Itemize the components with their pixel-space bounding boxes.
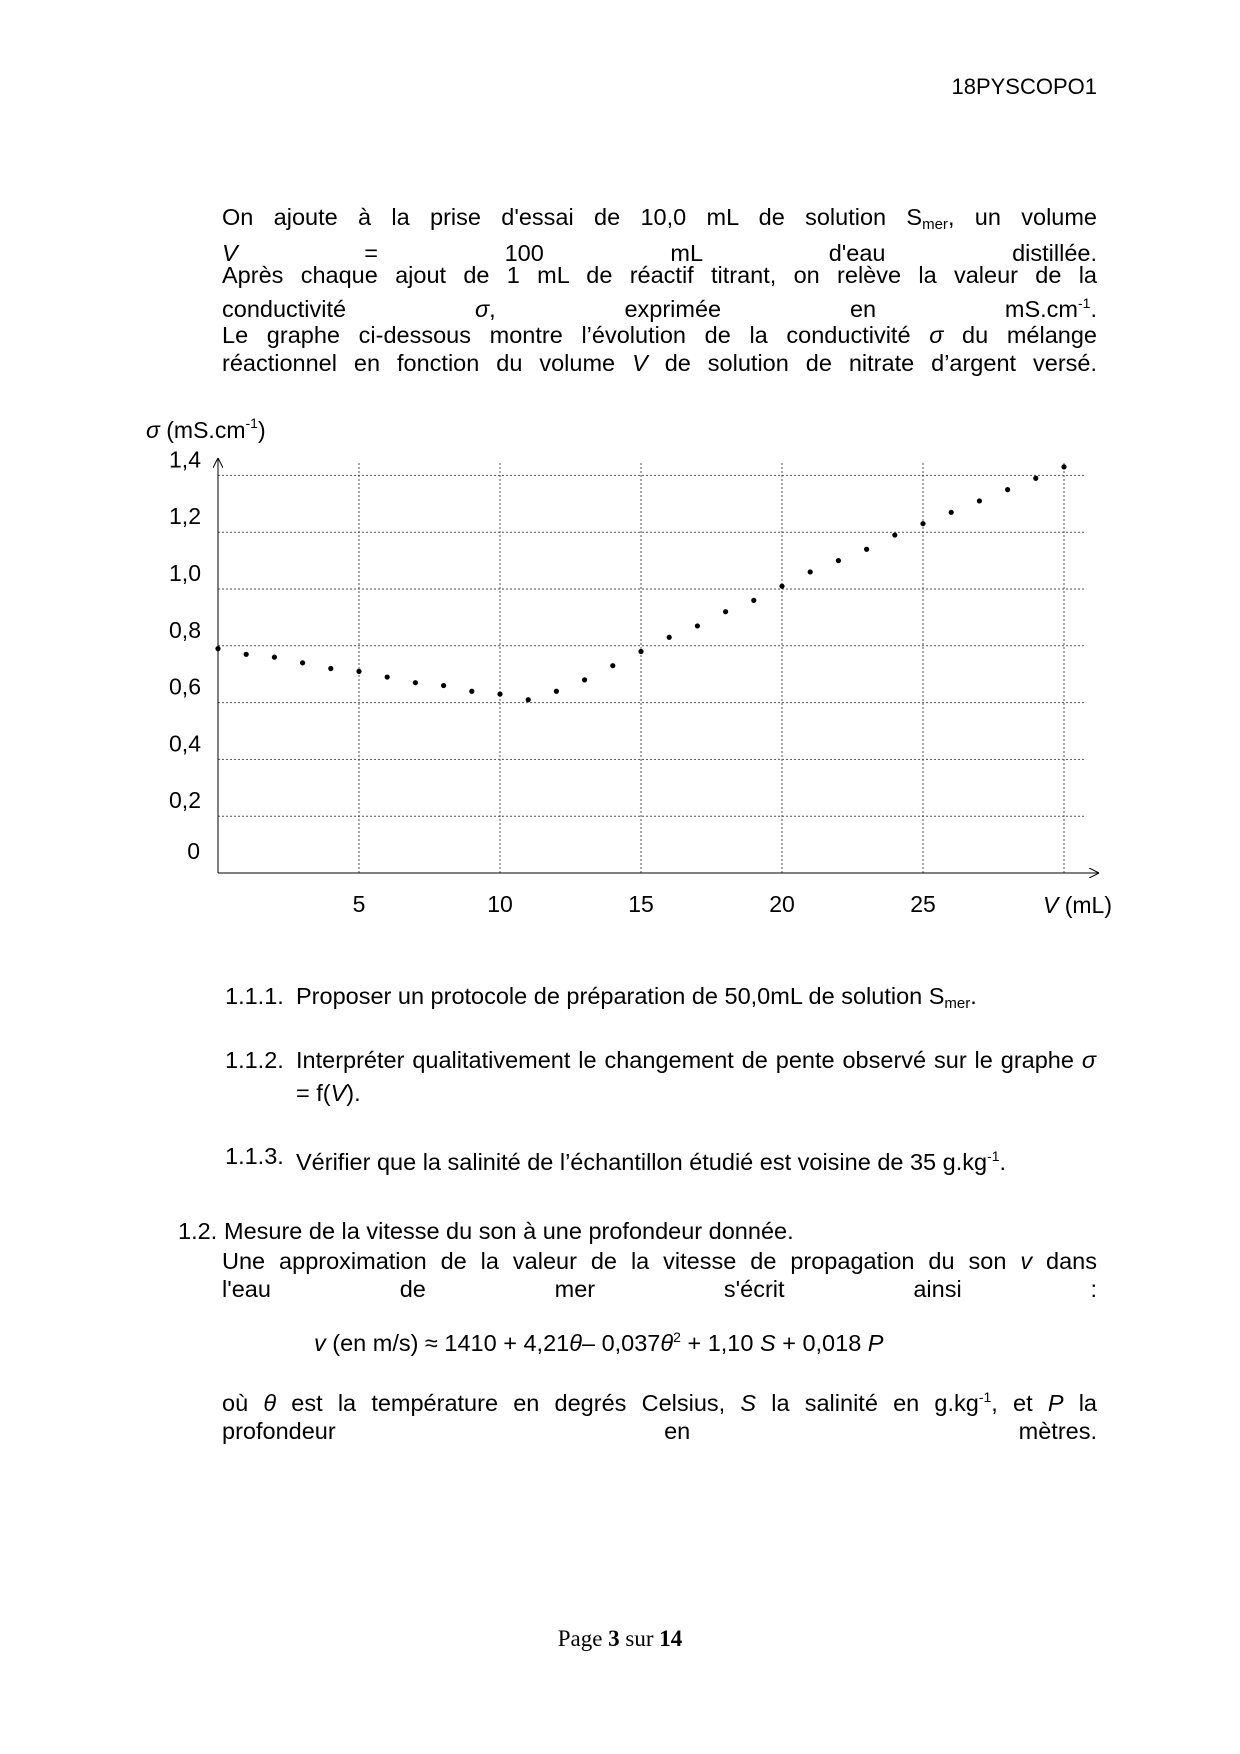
section-number: 1.2. (178, 1218, 218, 1244)
y-axis-label: σ $(mS.cm^{-1})$ (146, 415, 266, 443)
x-axis-label: V (mL) (1043, 892, 1113, 918)
sound-speed-formula: v (en m/s) ≈ 1410 + 4,21θ– $0,037\theta^2 + 1,10$ S + 0,018 P (314, 1329, 884, 1356)
question-1-1-2: Interpréter qualitativement le changement de pente observé sur le graphe σ = f(V). (296, 1047, 1096, 1106)
document-code: 18PYSCOPO1 (951, 74, 1097, 99)
question-1-1-3: Vérifier que la salinité de l’échantillon étudié est voisine de 35 $g.kg^{-1}$. (296, 1148, 1007, 1175)
data-point (272, 655, 277, 660)
page-footer: Page 3 sur 14 (557, 1626, 683, 1651)
data-point (949, 510, 954, 515)
data-point (582, 677, 587, 682)
question-1-1-3-number: 1.1.3. (225, 1143, 284, 1169)
y-tick-label: 1,4 (169, 446, 201, 473)
question-1-1-1-number: 1.1.1. (225, 983, 284, 1009)
data-point (638, 649, 643, 654)
tick-labels (169, 446, 936, 917)
data-point (526, 697, 531, 702)
x-tick-label: 10 (487, 891, 513, 917)
intro-p1-line1: On ajoute à la prise d'essai de 10,0 mL de solution $S_{mer}$, un volume (222, 204, 1098, 233)
y-tick-label: 1,2 (169, 503, 201, 530)
section-title: Mesure de la vitesse du son à une profondeur donnée. (224, 1218, 794, 1244)
x-tick-label: 25 (910, 891, 936, 917)
data-point (300, 660, 305, 665)
data-point (328, 666, 333, 671)
data-point (441, 683, 446, 688)
intro-paragraph-2: Après chaque ajout de 1 mL de réactif titrant, on relève la valeur de la conductivité σ, exprimée en $mS.cm^{-1}$. (222, 262, 1097, 322)
section-paragraph-2: où θ est la température en degrés Celsius, S la salinité en $g.kg^{-1}$, et P la profondeur en mètres. (222, 1389, 1098, 1444)
grid (218, 463, 1086, 873)
data-point (751, 598, 756, 603)
section-paragraph-1: Une approximation de la valeur de la vitesse de propagation du son v dans l'eau de mer s'écrit ainsi : (222, 1248, 1097, 1302)
y-tick-label: 0,8 (169, 616, 201, 643)
question-1-1-2-number: 1.1.2. (225, 1047, 284, 1073)
data-point (864, 547, 869, 552)
data-point (469, 689, 474, 694)
data-point (244, 652, 249, 657)
data-point (1005, 487, 1010, 492)
data-point (836, 558, 841, 563)
data-point (413, 680, 418, 685)
data-point (385, 674, 390, 679)
data-point (356, 669, 361, 674)
data-point (695, 623, 700, 628)
data-point (723, 609, 728, 614)
y-tick-label: 0,4 (169, 730, 201, 757)
data-point (808, 569, 813, 574)
x-tick-label: 20 (769, 891, 795, 917)
x-tick-label: 5 (352, 891, 366, 917)
data-point (920, 521, 925, 526)
data-point (977, 498, 982, 503)
data-point (1061, 464, 1066, 469)
data-point (667, 635, 672, 640)
data-point (610, 663, 615, 668)
data-point (215, 646, 220, 651)
data-point (497, 691, 502, 696)
y-tick-label: 1,0 (169, 560, 201, 586)
data-point (554, 689, 559, 694)
y-tick-label: 0,2 (169, 787, 201, 814)
y-tick-label: 0 (187, 838, 200, 864)
question-1-1-1: Proposer un protocole de préparation de 50,0mL de solution $S_{mer}$. (296, 983, 977, 1012)
intro-p1-line2: V = 100 mL d'eau distillée. (222, 240, 1097, 266)
y-tick-label: 0,6 (169, 673, 201, 700)
data-point (779, 584, 784, 589)
data-point (1033, 476, 1038, 481)
intro-paragraph-3: Le graphe ci-dessous montre l’évolution de la conductivité σ du mélange réactionnel en fonction du volume V de solution de nitrate d’argent versé. (222, 322, 1097, 376)
data-point (892, 532, 897, 537)
x-tick-label: 15 (628, 891, 654, 917)
